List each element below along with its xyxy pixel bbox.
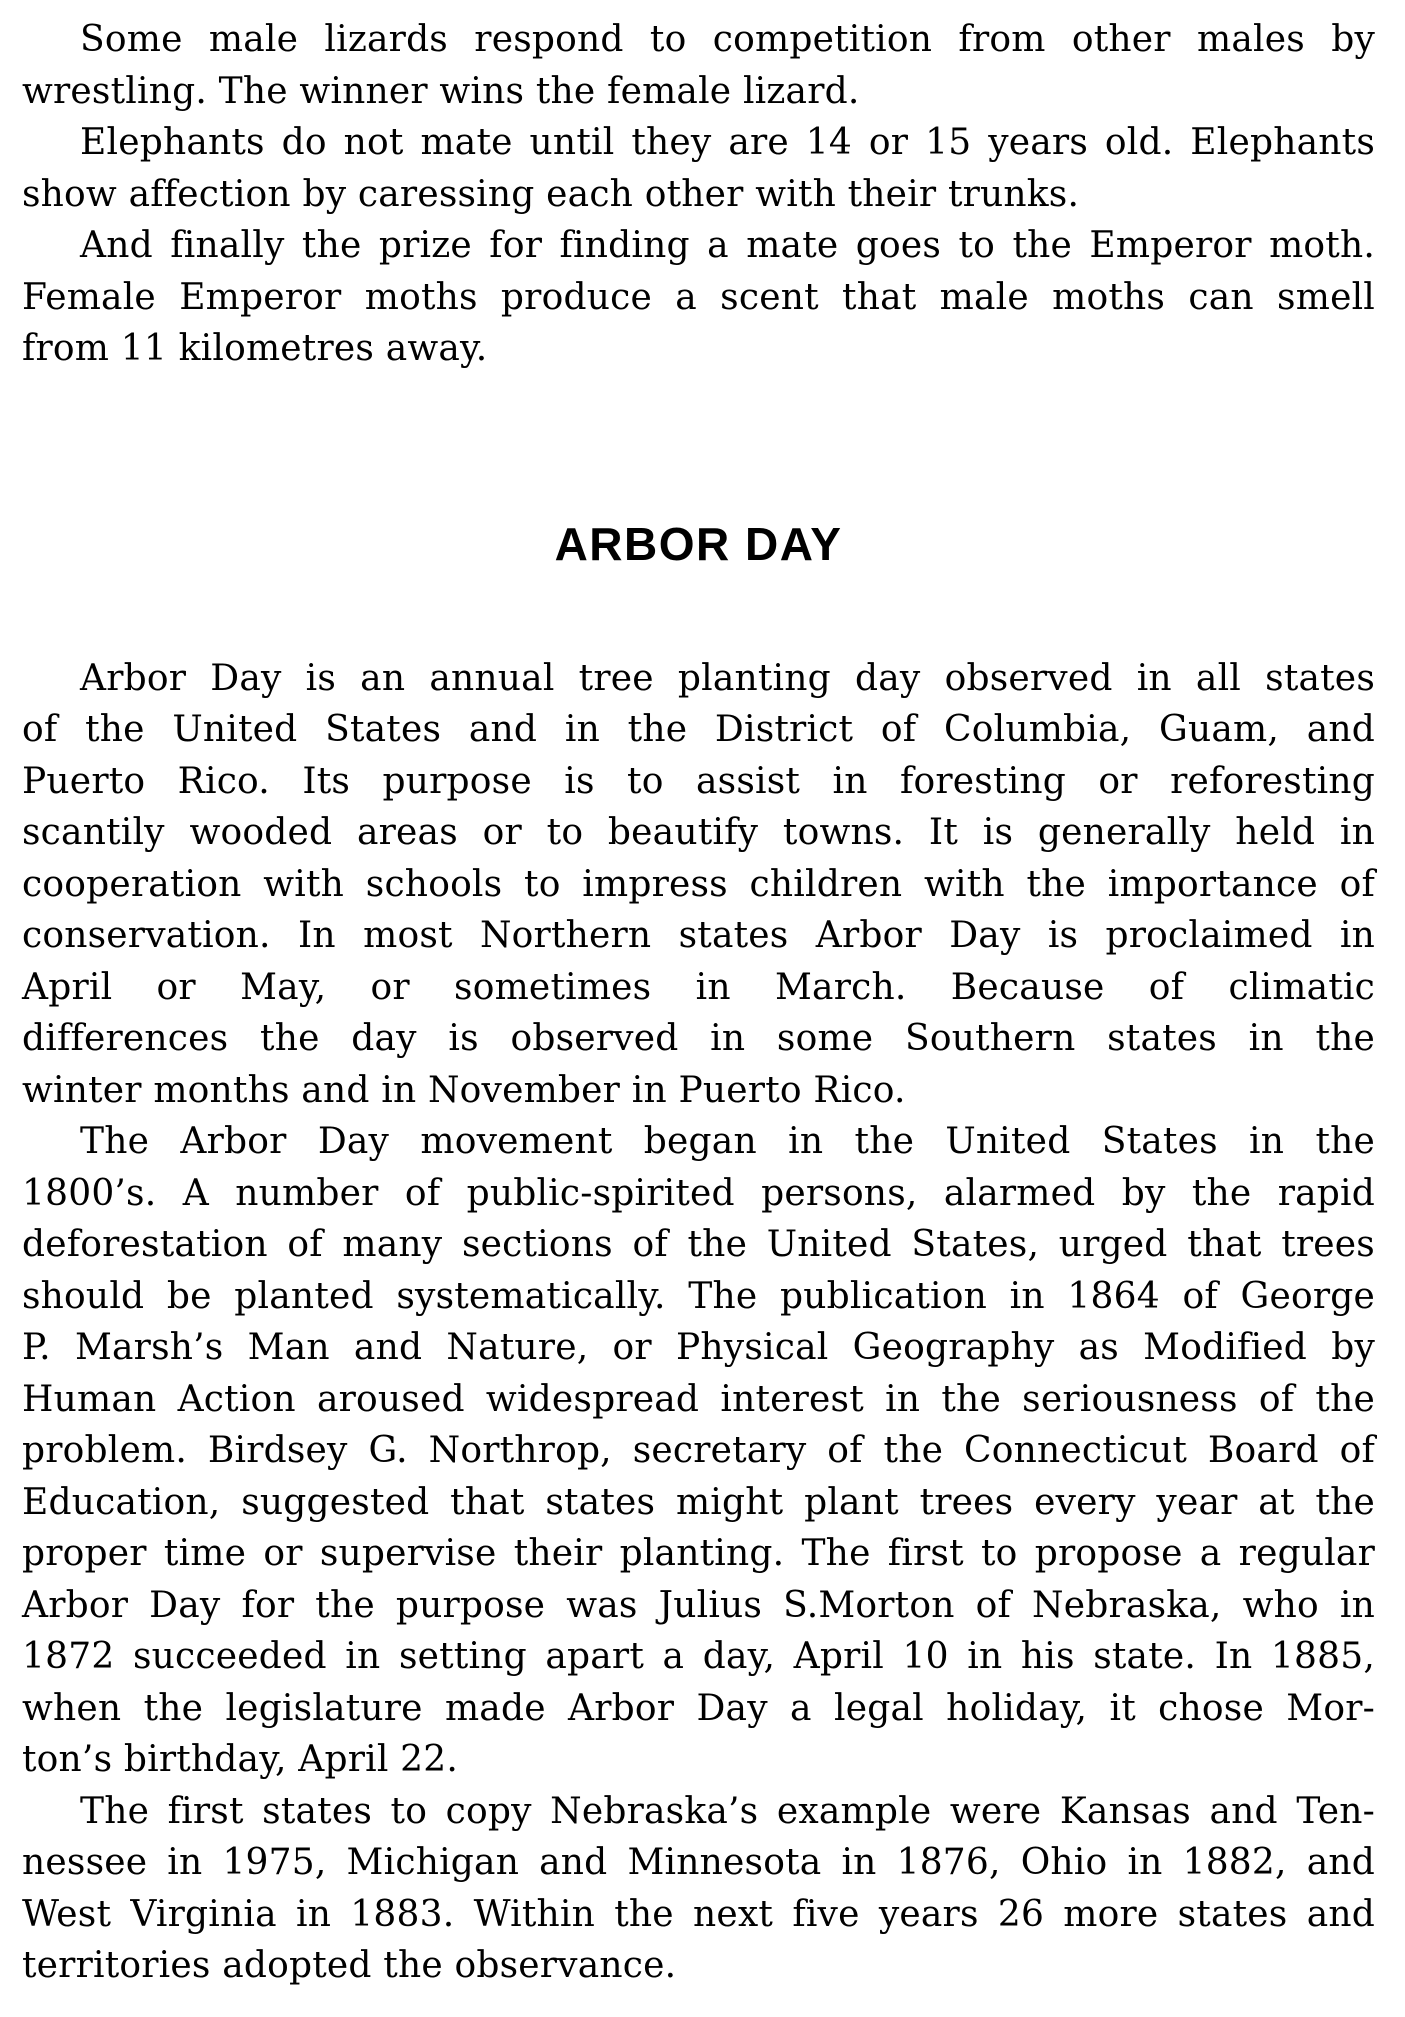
text-line: April or May, or sometimes in March. Because of climatic: [22, 966, 1375, 1008]
text-line: show affection by caressing each other with their trunks.: [22, 173, 1080, 215]
article-body: [22, 653, 1375, 1992]
text-line: West Virginia in 1883. Within the next five years 26 more states and: [22, 1893, 1375, 1935]
text-line: deforestation of many sections of the United States, urged that trees: [22, 1224, 1375, 1265]
text-line: ton’s birthday, April 22.: [22, 1739, 459, 1780]
text-line: Human Action aroused widespread interest in the seriousness of the: [22, 1378, 1375, 1420]
text-line: Education, suggested that states might plant trees every year at the: [22, 1481, 1375, 1523]
paragraph-elephants: [22, 117, 1375, 220]
text-line: should be planted systematically. The publication in 1864 of George: [22, 1275, 1375, 1317]
paragraph-lizards: [22, 14, 1375, 117]
text-line: problem. Birdsey G. Northrop, secretary of the Connecticut Board of: [22, 1430, 1375, 1471]
text-line: cooperation with schools to impress children with the importance of: [22, 863, 1375, 905]
paragraph-arbor-history: [22, 1116, 1375, 1786]
text-line: winter months and in November in Puerto Rico.: [22, 1069, 906, 1111]
text-line: The Arbor Day movement began in the United States in the: [80, 1121, 1375, 1162]
text-line: Arbor Day for the purpose was Julius S.Morton of Nebraska, who in: [22, 1584, 1375, 1626]
text-line: Some male lizards respond to competition from other males by: [80, 19, 1375, 60]
text-line: Elephants do not mate until they are 14 or 15 years old. Elephants: [80, 122, 1375, 163]
text-line: P. Marsh’s Man and Nature, or Physical Geography as Modified by: [22, 1327, 1375, 1368]
text-line: nessee in 1975, Michigan and Minnesota in 1876, Ohio in 1882, and: [22, 1842, 1375, 1883]
text-line: 1800’s. A number of public-spirited persons, alarmed by the rapid: [22, 1172, 1375, 1214]
text-line: Arbor Day is an annual tree planting day observed in all states: [80, 657, 1375, 699]
text-line: conservation. In most Northern states Arbor Day is proclaimed in: [22, 915, 1375, 956]
intro-section: [22, 14, 1375, 375]
paragraph-arbor-overview: [22, 653, 1375, 1117]
article-title: ARBOR DAY: [554, 517, 843, 570]
text-line: from 11 kilometres away.: [22, 328, 488, 369]
text-line: And finally the prize for finding a mate goes to the Emperor moth.: [80, 225, 1375, 266]
text-line: differences the day is observed in some Southern states in the: [22, 1018, 1375, 1059]
text-line: territories adopted the observance.: [22, 1945, 677, 1986]
text-line: proper time or supervise their planting. The first to propose a regular: [22, 1533, 1375, 1574]
text-line: wrestling. The winner wins the female lizard.: [22, 70, 860, 112]
text-line: Puerto Rico. Its purpose is to assist in foresting or reforesting: [22, 760, 1375, 802]
text-line: 1872 succeeded in setting apart a day, April 10 in his state. In 1885,: [22, 1636, 1375, 1677]
text-line: Female Emperor moths produce a scent that male moths can smell: [22, 276, 1375, 318]
text-line: scantily wooded areas or to beautify towns. It is generally held in: [22, 812, 1375, 853]
text-line: of the United States and in the District of Columbia, Guam, and: [22, 709, 1375, 750]
text-line: The first states to copy Nebraska’s example were Kansas and Ten-: [80, 1790, 1375, 1832]
paragraph-arbor-spread: [22, 1786, 1375, 1992]
paragraph-moths: [22, 220, 1375, 375]
text-line: when the legislature made Arbor Day a legal holiday, it chose Mor-: [22, 1687, 1375, 1729]
